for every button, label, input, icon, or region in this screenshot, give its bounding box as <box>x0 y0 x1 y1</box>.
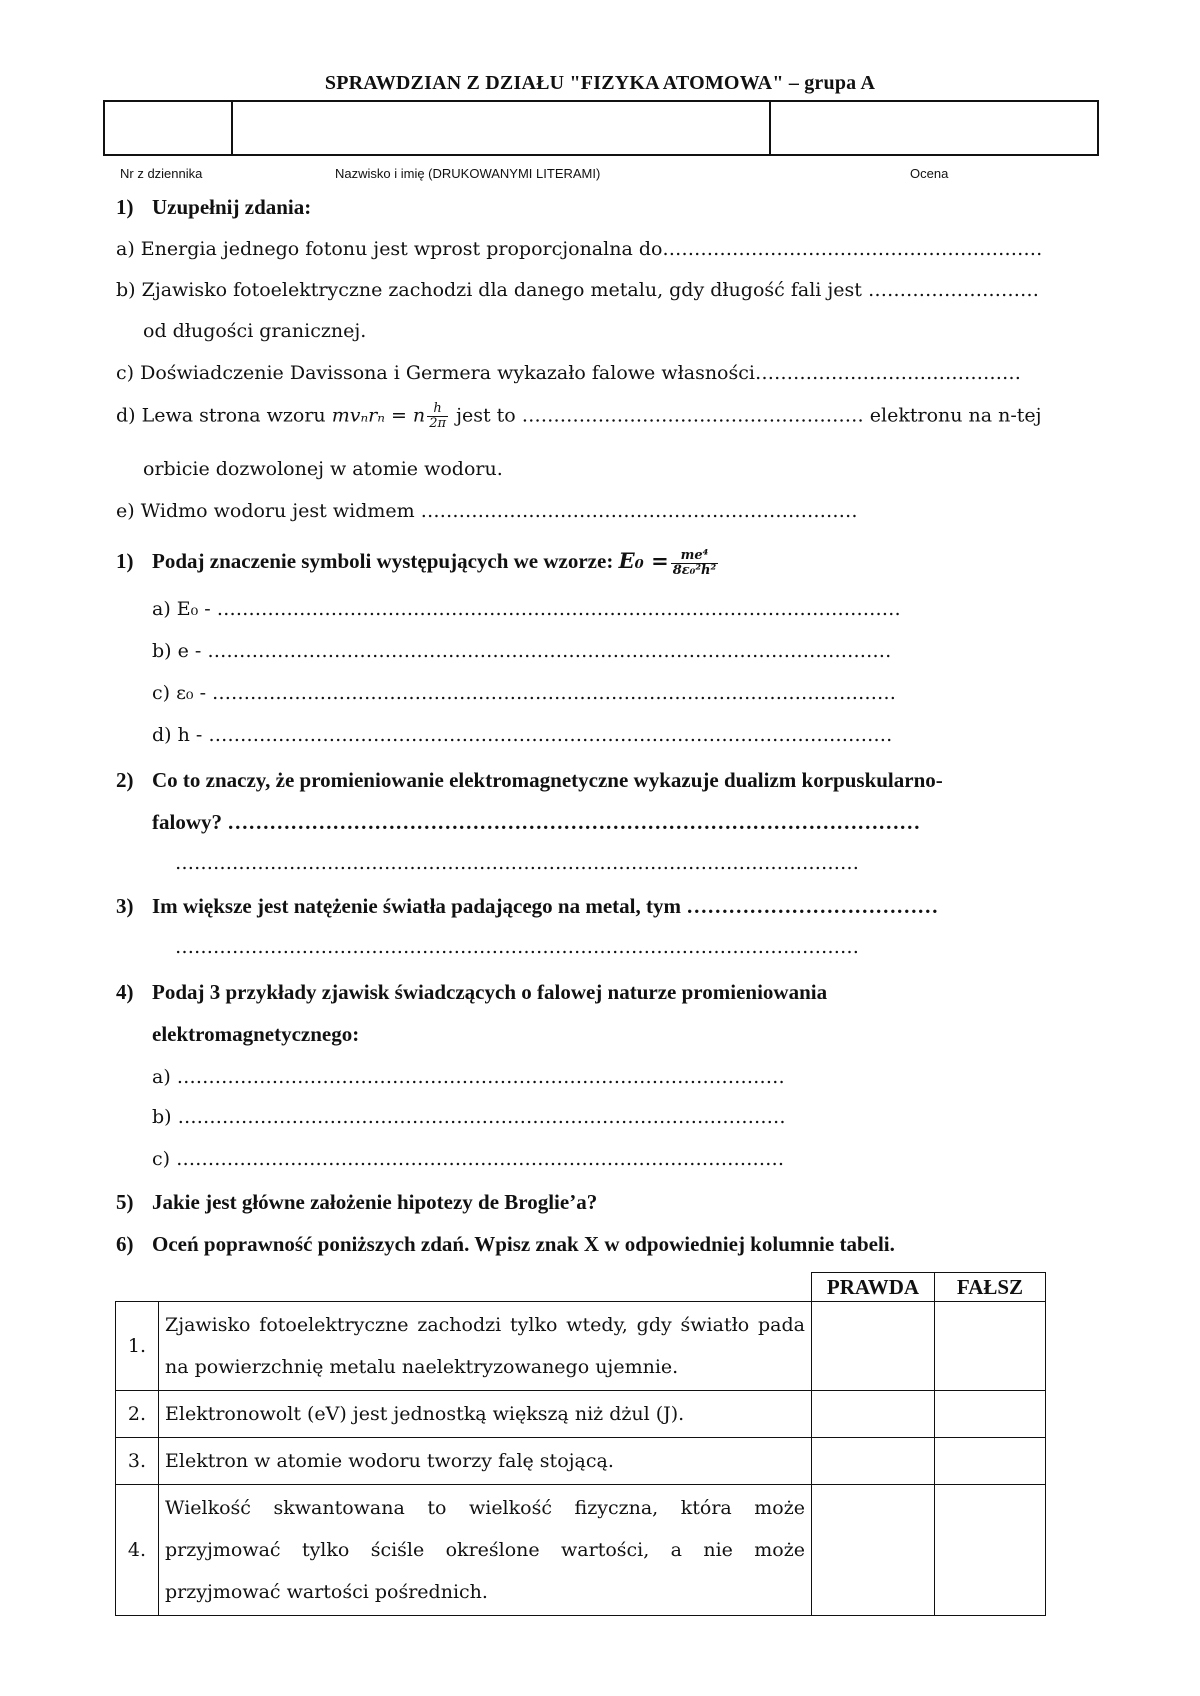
orbit-formula-fraction <box>427 402 448 431</box>
q2-item-c: c) ε₀ - ……………………………………………………………………………………………… <box>152 682 897 704</box>
row-number: 3. <box>116 1438 159 1485</box>
table-row <box>116 1438 1046 1485</box>
q1-item-c: c) Doświadczenie Davissona i Germera wykazało falowe własności…………………………………… <box>116 362 1021 384</box>
student-name-label: Nazwisko i imię (DRUKOWANYMI LITERAMI) <box>335 166 601 181</box>
grade-label: Ocena <box>910 166 949 181</box>
statement-text: Elektron w atomie wodoru tworzy falę stojącą. <box>159 1438 812 1485</box>
question-text: Jakie jest główne założenie hipotezy de Broglie’a? <box>152 1190 598 1214</box>
orbit-formula: mvₙrₙ = n <box>331 404 426 427</box>
row-number: 1. <box>116 1302 159 1391</box>
question-6-heading <box>116 1190 597 1215</box>
empty-header-cell <box>116 1273 159 1302</box>
row-number: 2. <box>116 1391 159 1438</box>
true-answer-cell[interactable] <box>812 1438 935 1485</box>
class-number-label: Nr z dziennika <box>120 166 203 181</box>
fraction-numerator: h <box>427 402 448 417</box>
question-number: 3) <box>116 894 134 918</box>
question-3-cont: falowy? ……………………………………………………………………………………… <box>152 810 921 834</box>
q5-item-c: c) …………………………………………………………………………………… <box>152 1148 785 1170</box>
question-7-heading <box>116 1232 895 1257</box>
column-true: PRAWDA <box>812 1273 935 1302</box>
question-1-heading <box>116 195 311 220</box>
question-5-cont: elektromagnetycznego: <box>152 1022 360 1046</box>
student-info-box <box>103 100 1099 156</box>
question-3-heading <box>116 768 943 793</box>
q5-item-a: a) …………………………………………………………………………………… <box>152 1066 785 1088</box>
question-4-heading <box>116 894 938 919</box>
class-number-field[interactable] <box>105 102 233 154</box>
question-number: 1) <box>116 549 134 573</box>
q5-item-b: b) …………………………………………………………………………………… <box>152 1106 786 1128</box>
q1-d-text: d) Lewa strona wzoru <box>116 404 326 427</box>
q2-item-a: a) E₀ - ……………………………………………………………………………………………… <box>152 598 901 620</box>
energy-formula-fraction <box>671 549 718 578</box>
energy-formula: E₀ = <box>618 548 669 573</box>
table-row <box>116 1391 1046 1438</box>
q1-item-b: b) Zjawisko fotoelektryczne zachodzi dla danego metalu, gdy długość fali jest ……………………… <box>116 279 1039 301</box>
fraction-denominator: 2π <box>429 416 447 431</box>
q1-item-d <box>116 402 1042 431</box>
statement-text: Elektronowolt (eV) jest jednostką większą niż dżul (J). <box>159 1391 812 1438</box>
fraction-numerator: me⁴ <box>671 549 718 564</box>
q1-item-b-cont: od długości granicznej. <box>143 320 367 342</box>
statement-text: Wielkość skwantowana to wielkość fizyczna, która może przyjmować tylko ściśle określone wartości, a nie może przyjmować wartości pośrednich. <box>159 1485 812 1616</box>
question-number: 4) <box>116 980 134 1004</box>
empty-header-cell <box>159 1273 812 1302</box>
false-answer-cell[interactable] <box>935 1438 1046 1485</box>
statement-text: Zjawisko fotoelektryczne zachodzi tylko wtedy, gdy światło pada na powierzchnię metalu naelektryzowanego ujemnie. <box>159 1302 812 1391</box>
true-answer-cell[interactable] <box>812 1485 935 1616</box>
q2-item-b: b) e - ……………………………………………………………………………………………… <box>152 640 892 662</box>
false-answer-cell[interactable] <box>935 1302 1046 1391</box>
question-number: 2) <box>116 768 134 792</box>
answer-line: ……………………………………………………………………………………………… <box>175 936 859 958</box>
true-answer-cell[interactable] <box>812 1302 935 1391</box>
question-number: 6) <box>116 1232 134 1256</box>
question-text: Oceń poprawność poniższych zdań. Wpisz znak X w odpowiedniej kolumnie tabeli. <box>152 1232 895 1256</box>
q1-item-d-cont: orbicie dozwolonej w atomie wodoru. <box>143 458 503 480</box>
table-row <box>116 1485 1046 1616</box>
question-text: Co to znaczy, że promieniowanie elektromagnetyczne wykazuje dualizm korpuskularno- <box>152 768 943 792</box>
question-text: Im większe jest natężenie światła padającego na metal, tym ……………………………… <box>152 894 939 918</box>
fraction-denominator: 8ε₀²h² <box>672 562 717 578</box>
page-title: SPRAWDZIAN Z DZIAŁU "FIZYKA ATOMOWA" – grupa A <box>324 72 876 94</box>
question-text: Podaj 3 przykłady zjawisk świadczących o falowej naturze promieniowania <box>152 980 828 1004</box>
q2-item-d: d) h - ……………………………………………………………………………………………… <box>152 724 893 746</box>
question-5-heading <box>116 980 827 1005</box>
answer-line: ……………………………………………………………………………………………… <box>175 852 859 874</box>
row-number: 4. <box>116 1485 159 1616</box>
q1-item-a: a) Energia jednego fotonu jest wprost proporcjonalna do…………………………………………………… <box>116 238 1043 260</box>
question-text: Uzupełnij zdania: <box>152 195 312 219</box>
table-header-row <box>116 1273 1046 1302</box>
grade-field[interactable] <box>771 102 1097 154</box>
question-text: Podaj znaczenie symboli występujących we wzorze: <box>152 549 614 573</box>
question-2-heading <box>116 548 720 578</box>
false-answer-cell[interactable] <box>935 1391 1046 1438</box>
student-name-field[interactable] <box>233 102 771 154</box>
true-false-table <box>115 1272 1046 1616</box>
table-row <box>116 1302 1046 1391</box>
true-answer-cell[interactable] <box>812 1391 935 1438</box>
q1-item-e: e) Widmo wodoru jest widmem …………………………………………………………… <box>116 500 858 522</box>
question-number: 5) <box>116 1190 134 1214</box>
q1-d-text-post: jest to ……………………………………………… elektronu na n-tej <box>456 404 1042 427</box>
false-answer-cell[interactable] <box>935 1485 1046 1616</box>
question-number: 1) <box>116 195 134 219</box>
column-false: FAŁSZ <box>935 1273 1046 1302</box>
